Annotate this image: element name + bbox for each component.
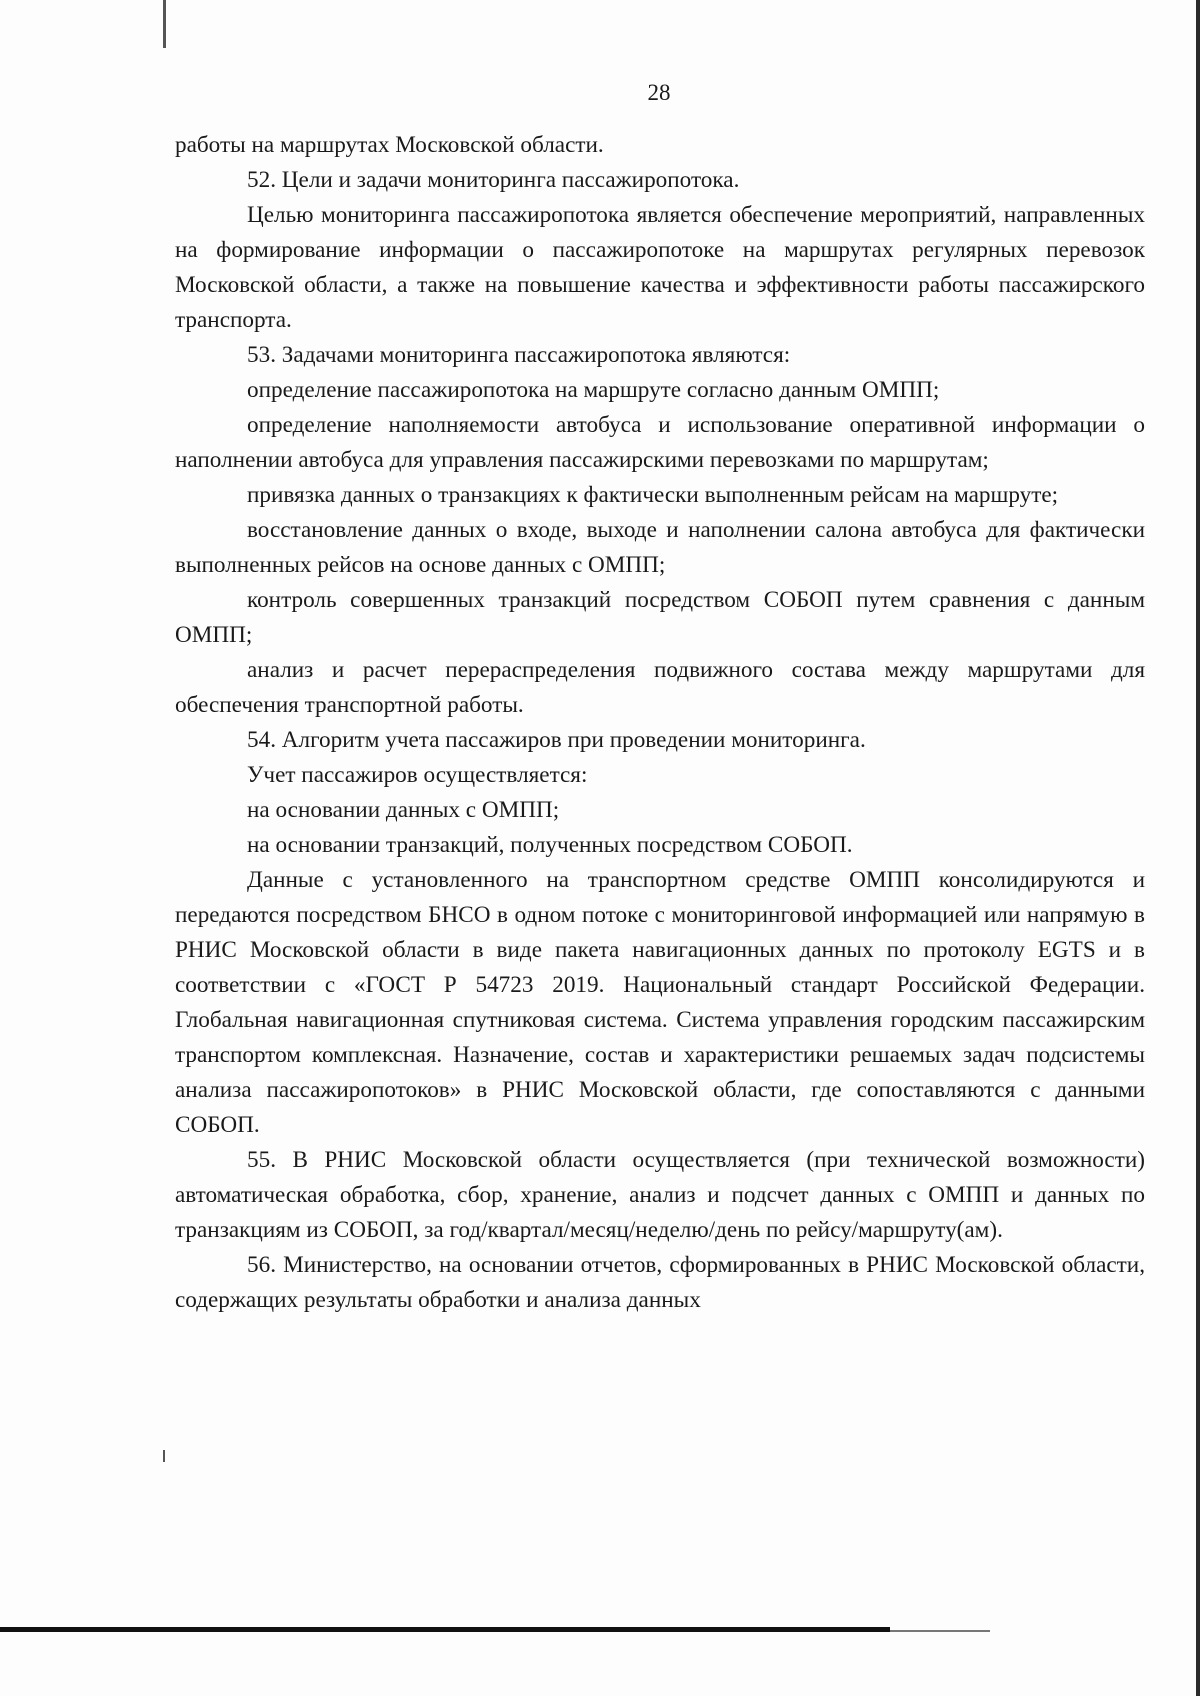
accounting-item: на основании данных с ОМПП; [247, 797, 560, 823]
bottom-scan-rule-tail [890, 1630, 990, 1632]
task-item: определение наполняемости автобуса и использование оперативной информации о наполнении автобуса для управления пассажирскими перевозками по маршрутам; [175, 412, 1145, 473]
task-item: восстановление данных о входе, выходе и наполнении салона автобуса для фактически выполненных рейсов на основе данных с ОМПП; [175, 517, 1145, 578]
body-text [175, 128, 1145, 1318]
section-heading-52: 52. Цели и задачи мониторинга пассажиропотока. [247, 167, 740, 193]
paragraph-continuation: работы на маршрутах Московской области. [175, 132, 604, 158]
task-item: анализ и расчет перераспределения подвижного состава между маршрутами для обеспечения транспортной работы. [175, 657, 1145, 718]
bottom-scan-rule [0, 1627, 890, 1632]
task-item: определение пассажиропотока на маршруте согласно данным ОМПП; [247, 377, 940, 403]
scan-mark-top [163, 0, 166, 48]
accounting-item: на основании транзакций, полученных посредством СОБОП. [247, 832, 853, 858]
section-paragraph-56: 56. Министерство, на основании отчетов, сформированных в РНИС Московской области, содержащих результаты обработки и анализа данных [175, 1252, 1145, 1313]
paragraph-goal: Целью мониторинга пассажиропотока является обеспечение мероприятий, направленных на формирование информации о пассажиропотоке на маршрутах регулярных перевозок Московской области, а также на повышение качества и эффективности работы пассажирского транспорта. [175, 202, 1145, 333]
paragraph-data-consolidation: Данные с установленного на транспортном средстве ОМПП консолидируются и передаются посредством БНСО в одном потоке с мониторинговой информацией или напрямую в РНИС Московской области в виде пакета навигационных данных по протоколу EGTS и в соответствии с «ГОСТ Р 54723 2019. Национальный стандарт Российской Федерации. Глобальная навигационная спутниковая система. Система управления городским пассажирским транспортом комплексная. Назначение, состав и характеристики решаемых задач подсистемы анализа пассажиропотоков» в РНИС Московской области, где сопоставляются с данными СОБОП. [175, 867, 1145, 1138]
task-item: контроль совершенных транзакций посредством СОБОП путем сравнения с данным ОМПП; [175, 587, 1145, 648]
scan-mark-left [163, 1450, 165, 1462]
section-heading-54: 54. Алгоритм учета пассажиров при проведении мониторинга. [247, 727, 866, 753]
section-heading-53: 53. Задачами мониторинга пассажиропотока являются: [247, 342, 791, 368]
task-item: привязка данных о транзакциях к фактически выполненным рейсам на маршруте; [247, 482, 1059, 508]
page-number: 28 [647, 80, 671, 105]
page-right-edge [1196, 0, 1200, 1696]
section-paragraph-55: 55. В РНИС Московской области осуществляется (при технической возможности) автоматическая обработка, сбор, хранение, анализ и подсчет данных с ОМПП и данных по транзакциям из СОБОП, за год/квартал/месяц/неделю/день по рейсу/маршруту(ам). [175, 1147, 1145, 1243]
paragraph-accounting: Учет пассажиров осуществляется: [247, 762, 588, 788]
